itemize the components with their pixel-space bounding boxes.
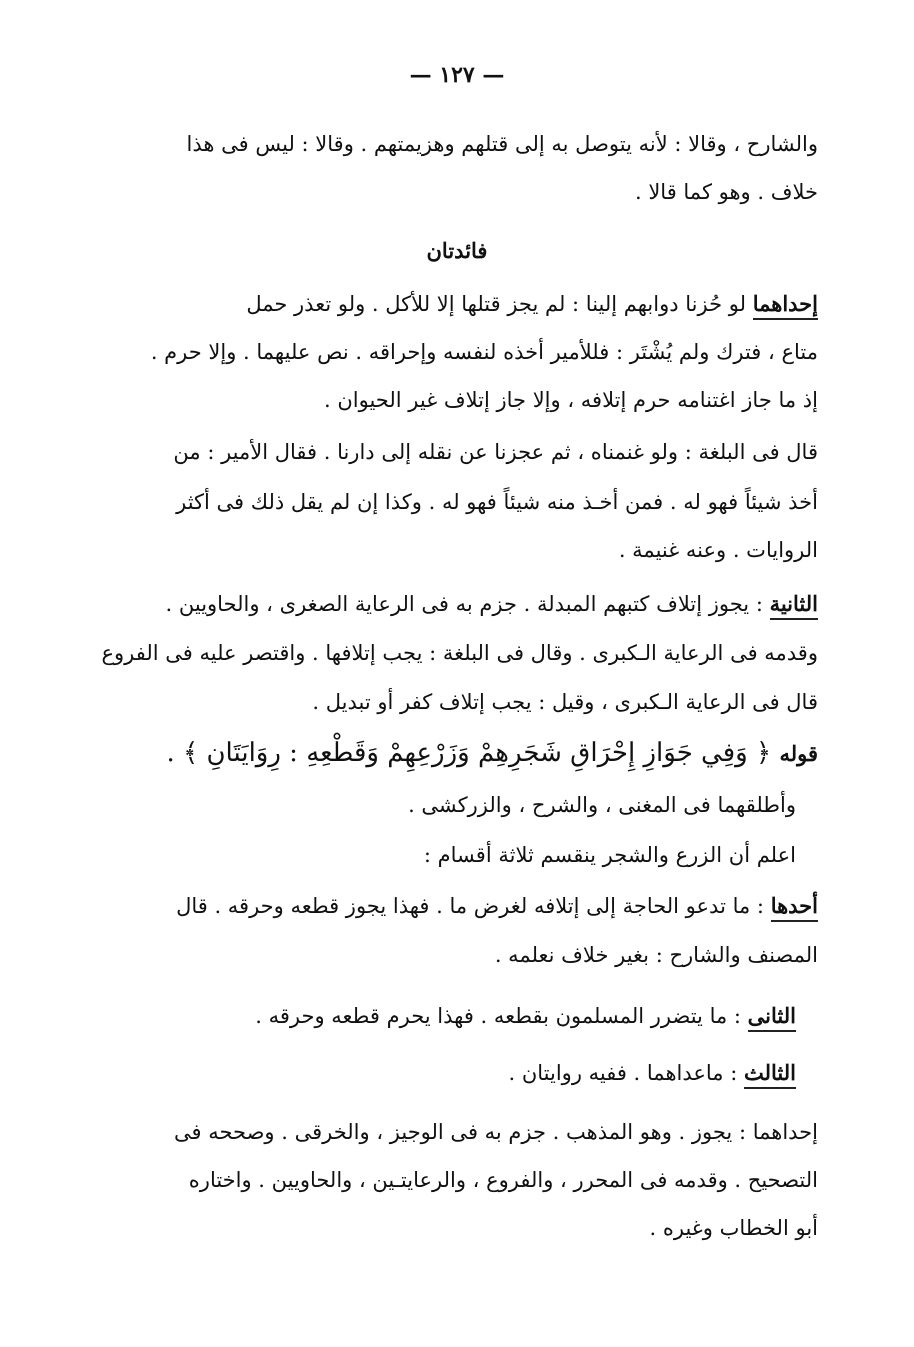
text-line: : ما يتضرر المسلمون بقطعه . فهذا يحرم قطعه وحرقه .	[255, 1004, 741, 1028]
text-line: والشارح ، وقالا : لأنه يتوصل به إلى قتلهم وهزيمتهم . وقالا : ليس فى هذا	[186, 132, 818, 156]
keyword-label: الثانى	[748, 1003, 796, 1032]
text-line: التصحيح . وقدمه فى المحرر ، والفروع ، والرعايتـين ، والحاويين . واختاره	[188, 1168, 818, 1192]
text-line: الروايات . وعنه غنيمة .	[618, 538, 818, 562]
text-line: متاع ، فترك ولم يُشْتَر : فللأمير أخذه لنفسه وإحراقه . نص عليهما . وإلا حرم .	[150, 340, 818, 364]
text-line: اعلم أن الزرع والشجر ينقسم ثلاثة أقسام :	[423, 843, 796, 867]
page-number: — ١٢٧ —	[409, 62, 505, 88]
quoted-line	[166, 740, 818, 766]
text-line: : ما تدعو الحاجة إلى إتلافه لغرض ما . فهذا يجوز قطعه وحرقه . قال	[176, 894, 764, 918]
keyword-label: إحداهما	[753, 291, 818, 320]
text-line: : يجوز إتلاف كتبهم المبدلة . جزم به فى الرعاية الصغرى ، والحاويين .	[165, 592, 763, 616]
text-line: وأطلقهما فى المغنى ، والشرح ، والزركشى .	[408, 793, 796, 817]
text-line: قال فى الرعاية الـكبرى ، وقيل : يجب إتلاف كفر أو تبديل .	[312, 690, 818, 714]
text-line: خلاف . وهو كما قالا .	[634, 180, 818, 204]
text-line: إحداهما : يجوز . وهو المذهب . جزم به فى الوجيز ، والخرقى . وصححه فى	[174, 1120, 818, 1144]
paragraph-line	[508, 1062, 796, 1084]
keyword-label: أحدها	[771, 893, 818, 922]
keyword-label: الثالث	[744, 1060, 796, 1089]
paragraph-line	[166, 593, 818, 615]
text-line: قال فى البلغة : ولو غنمناه ، ثم عجزنا عن نقله إلى دارنا . فقال الأمير : من	[173, 440, 818, 464]
text-line: أبو الخطاب وغيره .	[649, 1216, 818, 1240]
text-line: إذ ما جاز اغتنامه حرم إتلافه ، وإلا جاز إتلاف غير الحيوان .	[324, 388, 818, 412]
text-line: أخذ شيئاً فهو له . فمن أخـذ منه شيئاً فهو له . وكذا إن لم يقل ذلك فى أكثر	[176, 490, 818, 514]
section-heading: فائدتان	[426, 238, 488, 263]
text-line: لو حُزنا دوابهم إلينا : لم يجز قتلها إلا للأكل . ولو تعذر حمل	[246, 292, 747, 316]
text-line: : ماعداهما . ففيه روايتان .	[508, 1061, 738, 1085]
paragraph-line	[176, 895, 818, 917]
paragraph-line	[255, 1005, 796, 1027]
quoted-text: ﴿ وَفِي جَوَازِ إِحْرَاقِ شَجَرِهِمْ وَزَرْعِهِمْ وَقَطْعِهِ : رِوَايَتَانِ ﴾ .	[166, 738, 772, 768]
text-line: المصنف والشارح : بغير خلاف نعلمه .	[494, 943, 818, 967]
keyword-label: الثانية	[770, 591, 818, 620]
paragraph-line	[246, 293, 818, 315]
keyword-label: قوله	[779, 741, 818, 766]
text-line: وقدمه فى الرعاية الـكبرى . وقال فى البلغة : يجب إتلافها . واقتصر عليه فى الفروع	[101, 641, 818, 665]
